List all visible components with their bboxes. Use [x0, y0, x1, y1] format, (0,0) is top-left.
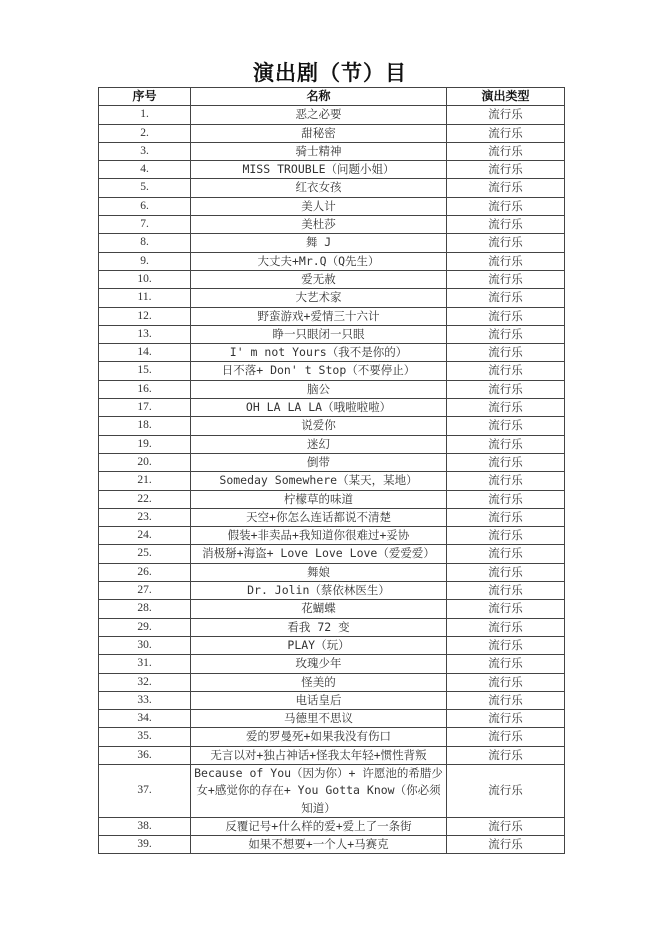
row-number: 35.: [99, 728, 191, 746]
row-type: 流行乐: [447, 435, 565, 453]
row-type: 流行乐: [447, 728, 565, 746]
row-type: 流行乐: [447, 270, 565, 288]
row-type: 流行乐: [447, 399, 565, 417]
row-name: 说爱你: [191, 417, 447, 435]
table-row: [99, 289, 565, 307]
row-name: 假装+非卖品+我知道你很难过+妥协: [191, 527, 447, 545]
row-number: 34.: [99, 710, 191, 728]
table-row: [99, 161, 565, 179]
row-name: 柠檬草的味道: [191, 490, 447, 508]
row-name: 脑公: [191, 380, 447, 398]
row-name: MISS TROUBLE（问题小姐）: [191, 161, 447, 179]
row-name: 如果不想要+一个人+马赛克: [191, 836, 447, 854]
row-number: 30.: [99, 636, 191, 654]
row-name: 日不落+ Don' t Stop（不要停止）: [191, 362, 447, 380]
row-type: 流行乐: [447, 527, 565, 545]
row-type: 流行乐: [447, 545, 565, 563]
row-type: 流行乐: [447, 234, 565, 252]
table-row: [99, 728, 565, 746]
row-type: 流行乐: [447, 472, 565, 490]
row-name: 倒带: [191, 453, 447, 471]
row-number: 17.: [99, 399, 191, 417]
row-number: 28.: [99, 600, 191, 618]
row-number: 2.: [99, 124, 191, 142]
table-row: [99, 545, 565, 563]
row-type: 流行乐: [447, 362, 565, 380]
row-number: 14.: [99, 344, 191, 362]
table-row: [99, 764, 565, 817]
row-name: 电话皇后: [191, 691, 447, 709]
table-row: [99, 106, 565, 124]
row-number: 32.: [99, 673, 191, 691]
row-type: 流行乐: [447, 197, 565, 215]
row-name: 消极掰+海盗+ Love Love Love（爱爱爱）: [191, 545, 447, 563]
row-number: 12.: [99, 307, 191, 325]
row-number: 29.: [99, 618, 191, 636]
row-number: 5.: [99, 179, 191, 197]
table-row: [99, 399, 565, 417]
row-name: 睁一只眼闭一只眼: [191, 325, 447, 343]
row-name: 看我 72 变: [191, 618, 447, 636]
row-type: 流行乐: [447, 764, 565, 817]
column-header-number: 序号: [99, 88, 191, 106]
row-type: 流行乐: [447, 746, 565, 764]
row-number: 39.: [99, 836, 191, 854]
row-number: 24.: [99, 527, 191, 545]
table-row: [99, 325, 565, 343]
table-row: [99, 453, 565, 471]
row-number: 27.: [99, 582, 191, 600]
row-name: Someday Somewhere（某天，某地）: [191, 472, 447, 490]
table-row: [99, 582, 565, 600]
table-header-row: [99, 88, 565, 106]
row-type: 流行乐: [447, 582, 565, 600]
row-type: 流行乐: [447, 179, 565, 197]
row-type: 流行乐: [447, 655, 565, 673]
table-row: [99, 307, 565, 325]
row-number: 21.: [99, 472, 191, 490]
row-number: 31.: [99, 655, 191, 673]
row-name: 美杜莎: [191, 216, 447, 234]
row-number: 37.: [99, 764, 191, 817]
table-row: [99, 600, 565, 618]
row-number: 18.: [99, 417, 191, 435]
row-type: 流行乐: [447, 252, 565, 270]
row-name: I' m not Yours（我不是你的）: [191, 344, 447, 362]
table-row: [99, 380, 565, 398]
row-name: 红衣女孩: [191, 179, 447, 197]
row-type: 流行乐: [447, 161, 565, 179]
program-table: [98, 87, 565, 854]
table-row: [99, 817, 565, 835]
row-name: 野蛮游戏+爱情三十六计: [191, 307, 447, 325]
row-type: 流行乐: [447, 563, 565, 581]
row-number: 8.: [99, 234, 191, 252]
row-number: 26.: [99, 563, 191, 581]
row-type: 流行乐: [447, 106, 565, 124]
row-number: 38.: [99, 817, 191, 835]
row-number: 9.: [99, 252, 191, 270]
row-name: 甜秘密: [191, 124, 447, 142]
table-row: [99, 197, 565, 215]
row-name: 大艺术家: [191, 289, 447, 307]
row-type: 流行乐: [447, 417, 565, 435]
row-name: 无言以对+独占神话+怪我太年轻+惯性背叛: [191, 746, 447, 764]
column-header-name: 名称: [191, 88, 447, 106]
row-number: 11.: [99, 289, 191, 307]
table-row: [99, 618, 565, 636]
row-type: 流行乐: [447, 216, 565, 234]
row-number: 20.: [99, 453, 191, 471]
row-name: 天空+你怎么连话都说不清楚: [191, 508, 447, 526]
table-row: [99, 472, 565, 490]
row-type: 流行乐: [447, 836, 565, 854]
row-type: 流行乐: [447, 453, 565, 471]
row-name: 反覆记号+什么样的爱+爱上了一条街: [191, 817, 447, 835]
row-type: 流行乐: [447, 124, 565, 142]
row-name: Because of You（因为你）+ 许愿池的希腊少女+感觉你的存在+ You Gotta Know（你必须知道）: [191, 764, 447, 817]
row-type: 流行乐: [447, 673, 565, 691]
row-number: 19.: [99, 435, 191, 453]
row-number: 22.: [99, 490, 191, 508]
table-row: [99, 563, 565, 581]
table-row: [99, 124, 565, 142]
row-number: 13.: [99, 325, 191, 343]
row-type: 流行乐: [447, 142, 565, 160]
table-row: [99, 234, 565, 252]
row-type: 流行乐: [447, 817, 565, 835]
table-row: [99, 490, 565, 508]
table-row: [99, 344, 565, 362]
row-name: 玫瑰少年: [191, 655, 447, 673]
row-number: 16.: [99, 380, 191, 398]
column-header-type: 演出类型: [447, 88, 565, 106]
row-name: 美人计: [191, 197, 447, 215]
table-row: [99, 142, 565, 160]
row-type: 流行乐: [447, 691, 565, 709]
row-type: 流行乐: [447, 289, 565, 307]
row-number: 1.: [99, 106, 191, 124]
row-name: OH LA LA LA（哦啦啦啦）: [191, 399, 447, 417]
row-name: 爱的罗曼死+如果我没有伤口: [191, 728, 447, 746]
row-name: 骑士精神: [191, 142, 447, 160]
row-number: 36.: [99, 746, 191, 764]
row-name: 爱无赦: [191, 270, 447, 288]
row-type: 流行乐: [447, 325, 565, 343]
row-name: 花蝴蝶: [191, 600, 447, 618]
row-name: Dr. Jolin（蔡依林医生）: [191, 582, 447, 600]
table-row: [99, 746, 565, 764]
table-row: [99, 673, 565, 691]
table-row: [99, 270, 565, 288]
row-name: PLAY（玩）: [191, 636, 447, 654]
table-row: [99, 435, 565, 453]
row-number: 15.: [99, 362, 191, 380]
row-type: 流行乐: [447, 636, 565, 654]
table-row: [99, 508, 565, 526]
table-row: [99, 362, 565, 380]
row-number: 23.: [99, 508, 191, 526]
row-type: 流行乐: [447, 490, 565, 508]
row-type: 流行乐: [447, 710, 565, 728]
row-name: 舞娘: [191, 563, 447, 581]
table-row: [99, 252, 565, 270]
row-name: 大丈夫+Mr.Q（Q先生）: [191, 252, 447, 270]
page-title: 演出剧（节）目: [253, 60, 407, 85]
row-type: 流行乐: [447, 508, 565, 526]
table-row: [99, 691, 565, 709]
row-number: 25.: [99, 545, 191, 563]
row-name: 马德里不思议: [191, 710, 447, 728]
table-row: [99, 527, 565, 545]
table-row: [99, 216, 565, 234]
table-row: [99, 655, 565, 673]
table-row: [99, 636, 565, 654]
row-number: 7.: [99, 216, 191, 234]
table-row: [99, 179, 565, 197]
row-type: 流行乐: [447, 618, 565, 636]
row-name: 迷幻: [191, 435, 447, 453]
row-number: 6.: [99, 197, 191, 215]
table-row: [99, 710, 565, 728]
table-row: [99, 417, 565, 435]
row-number: 10.: [99, 270, 191, 288]
row-number: 4.: [99, 161, 191, 179]
row-type: 流行乐: [447, 600, 565, 618]
row-number: 33.: [99, 691, 191, 709]
row-name: 怪美的: [191, 673, 447, 691]
table-row: [99, 836, 565, 854]
row-type: 流行乐: [447, 344, 565, 362]
row-name: 舞 J: [191, 234, 447, 252]
row-type: 流行乐: [447, 380, 565, 398]
row-number: 3.: [99, 142, 191, 160]
row-name: 恶之必要: [191, 106, 447, 124]
row-type: 流行乐: [447, 307, 565, 325]
